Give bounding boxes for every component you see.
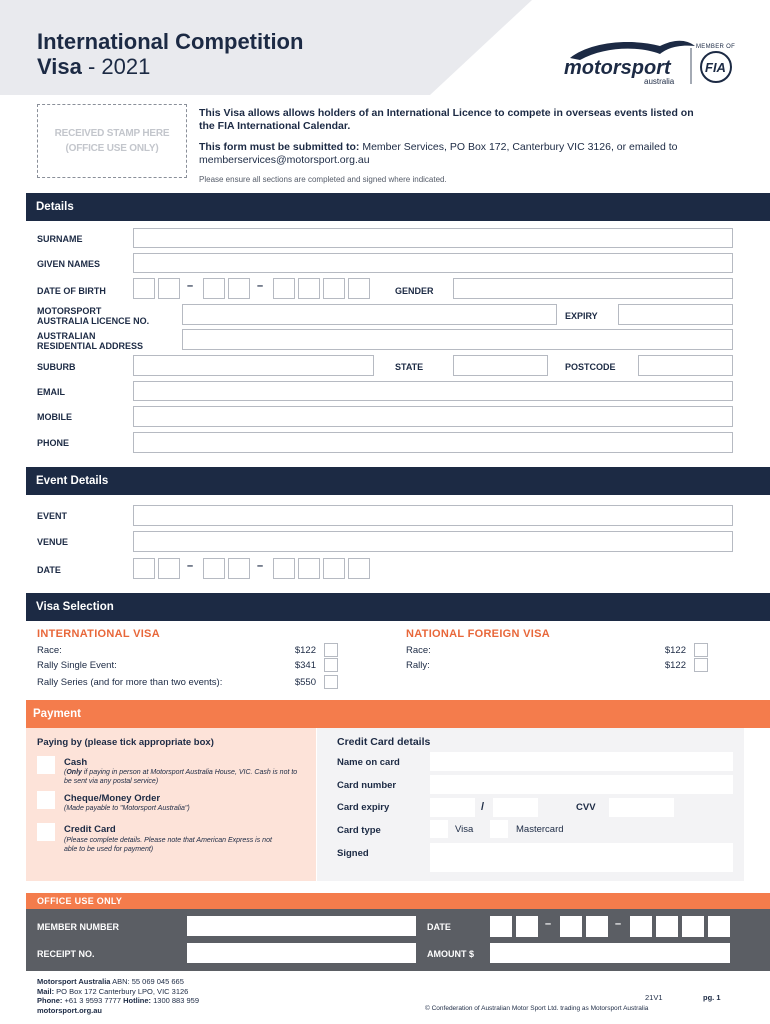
nat-rally-checkbox[interactable] [694, 658, 708, 672]
event-date-day-1[interactable] [133, 558, 155, 579]
footer-copyright: © Confederation of Australian Motor Sport Ltd. trading as Motorsport Australia [425, 1005, 649, 1012]
mobile-label: MOBILE [37, 412, 72, 422]
office-date-label: DATE [427, 922, 451, 932]
footer-website-line [37, 1006, 199, 1016]
gender-label: GENDER [395, 286, 434, 296]
title-visa: Visa [37, 54, 82, 79]
office-date-year-3[interactable] [682, 916, 704, 937]
credit-card-checkbox[interactable] [37, 823, 55, 841]
nat-race-label: Race: [406, 645, 431, 656]
event-date-year-1[interactable] [273, 558, 295, 579]
office-date-day-1[interactable] [490, 916, 512, 937]
form-version-code: 21V1 [645, 993, 663, 1002]
receipt-no-label: RECEIPT NO. [37, 949, 95, 959]
logo-text: motorsport [564, 57, 671, 79]
stamp-line2: (OFFICE USE ONLY) [65, 143, 159, 154]
fia-text: FIA [705, 60, 726, 75]
cheque-label: Cheque/Money Order [64, 793, 161, 804]
dob-year-2[interactable] [298, 278, 320, 299]
office-use-heading: OFFICE USE ONLY [26, 893, 770, 909]
address-label [37, 331, 143, 351]
dob-label: DATE OF BIRTH [37, 286, 106, 296]
signature-field[interactable] [430, 843, 733, 872]
cc-details-heading: Credit Card details [337, 736, 431, 748]
office-date-dash-1: – [545, 918, 552, 930]
mobile-field[interactable] [133, 406, 733, 427]
phone-label: PHONE [37, 438, 70, 448]
event-date-month-2[interactable] [228, 558, 250, 579]
page-number: pg. 1 [703, 993, 721, 1002]
event-date-year-4[interactable] [348, 558, 370, 579]
card-number-field[interactable] [430, 775, 733, 794]
expiry-label: EXPIRY [565, 311, 598, 321]
intl-race-label: Race: [37, 645, 62, 656]
intl-rally-series-price: $550 [294, 677, 316, 688]
received-stamp-area [37, 104, 187, 178]
event-field[interactable] [133, 505, 733, 526]
title-line1: International Competition [37, 29, 304, 54]
venue-field[interactable] [133, 531, 733, 552]
name-on-card-label: Name on card [337, 757, 400, 768]
cvv-label: CVV [576, 802, 596, 813]
expiry-field[interactable] [618, 304, 733, 325]
dob-year-3[interactable] [323, 278, 345, 299]
visa-checkbox[interactable] [430, 820, 448, 838]
office-date-year-2[interactable] [656, 916, 678, 937]
intl-rally-single-label: Rally Single Event: [37, 660, 117, 671]
licence-label-line1: MOTORSPORT [37, 306, 102, 316]
nat-rally-price: $122 [664, 660, 686, 671]
footer-phone-label: Phone: [37, 996, 63, 1005]
nat-rally-label: Rally: [406, 660, 430, 671]
event-date-dash-2: – [257, 560, 264, 572]
footer-mail-line [37, 987, 199, 997]
signed-label: Signed [337, 848, 369, 859]
address-label-line1: AUSTRALIAN [37, 331, 96, 341]
mastercard-checkbox[interactable] [490, 820, 508, 838]
cvv-field[interactable] [609, 798, 674, 817]
section-visa-heading: Visa Selection [26, 593, 770, 621]
footer-hotline: 1300 883 959 [151, 996, 199, 1005]
international-visa-title: INTERNATIONAL VISA [37, 628, 160, 640]
office-date-month-1[interactable] [560, 916, 582, 937]
given-names-field[interactable] [133, 253, 733, 273]
postcode-label: POSTCODE [565, 362, 616, 372]
title-line2 [37, 54, 303, 79]
card-expiry-label: Card expiry [337, 802, 390, 813]
footer-org: Motorsport Australia [37, 977, 111, 986]
office-date-dash-2: – [615, 918, 622, 930]
licence-label [37, 306, 149, 326]
dob-dash-2: – [257, 280, 264, 292]
cash-label: Cash [64, 757, 88, 768]
cash-note-bold: Only [66, 769, 82, 776]
member-of-label: MEMBER OF [696, 44, 736, 50]
office-date-year-1[interactable] [630, 916, 652, 937]
footer-mail-label: Mail: [37, 986, 55, 996]
licence-number-field[interactable] [182, 304, 557, 325]
card-expiry-month-field[interactable] [430, 798, 475, 817]
nat-race-checkbox[interactable] [694, 643, 708, 657]
dob-day-1[interactable] [133, 278, 155, 299]
intl-rally-single-checkbox[interactable] [324, 658, 338, 672]
suburb-label: SUBURB [37, 362, 76, 372]
office-date-year-4[interactable] [708, 916, 730, 937]
office-date-day-2[interactable] [516, 916, 538, 937]
cheque-note: (Made payable to "Motorsport Australia") [64, 805, 190, 812]
intro-submit [199, 141, 699, 167]
card-expiry-slash: / [481, 801, 485, 813]
intro-line1: This Visa allows allows holders of an International Licence to compete in overseas events listed on the FIA International Calendar. [199, 107, 694, 132]
cash-note-rest: if paying in person at Motorsport Australia House, VIC. Cash is not to be sent via any postal service) [64, 769, 298, 785]
card-type-label: Card type [337, 825, 381, 836]
intl-rally-single-price: $341 [294, 660, 316, 671]
amount-label: AMOUNT $ [427, 949, 474, 959]
given-names-label: GIVEN NAMES [37, 259, 101, 269]
footer-hotline-label: Hotline: [123, 996, 152, 1005]
page-title [37, 29, 303, 79]
amount-field[interactable] [490, 943, 730, 963]
intl-rally-series-checkbox[interactable] [324, 675, 338, 689]
cheque-checkbox[interactable] [37, 791, 55, 809]
intro-text [199, 107, 699, 186]
event-date-dash-1: – [187, 560, 194, 572]
email-label: EMAIL [37, 387, 65, 397]
surname-label: SURNAME [37, 234, 83, 244]
section-event-heading: Event Details [26, 467, 770, 495]
footer-mail: PO Box 172 Canterbury LPO, VIC 3126 [54, 986, 189, 996]
title-year: - 2021 [81, 54, 151, 79]
paying-by-label: Paying by (please tick appropriate box) [37, 737, 214, 748]
credit-card-note: (Please complete details. Please note that American Express is not able to be used for payment) [64, 837, 272, 853]
email-field[interactable] [133, 381, 733, 401]
logo-sub: australia [644, 77, 675, 86]
postcode-field[interactable] [638, 355, 733, 376]
footer-abn: ABN: 55 069 045 665 [110, 977, 184, 986]
visa-option-label: Visa [455, 824, 474, 835]
event-date-day-2[interactable] [158, 558, 180, 579]
licence-label-line2: AUSTRALIA LICENCE NO. [37, 316, 150, 326]
stamp-line1: RECEIVED STAMP HERE [54, 128, 170, 139]
receipt-no-field[interactable] [187, 943, 416, 963]
footer-contact [37, 977, 199, 1015]
event-date-year-2[interactable] [298, 558, 320, 579]
state-field[interactable] [453, 355, 548, 376]
dob-month-1[interactable] [203, 278, 225, 299]
intl-rally-series-label: Rally Series (and for more than two events): [37, 677, 223, 688]
dob-month-2[interactable] [228, 278, 250, 299]
cash-note: (Only if paying in person at Motorsport Australia House, VIC. Cash is not to be sent via any postal service) [64, 769, 298, 785]
submit-label: This form must be submitted to: [199, 141, 360, 153]
footer-website[interactable]: motorsport.org.au [37, 1005, 102, 1015]
cash-checkbox[interactable] [37, 756, 55, 774]
surname-field[interactable] [133, 228, 733, 248]
office-date-month-2[interactable] [586, 916, 608, 937]
venue-label: VENUE [37, 537, 69, 547]
gender-field[interactable] [453, 278, 733, 299]
section-details-heading: Details [26, 193, 770, 221]
submit-text: Member Services, PO Box 172, Canterbury VIC 3126, or emailed to memberservices@motorsport.org.au [199, 141, 678, 166]
national-visa-title: NATIONAL FOREIGN VISA [406, 628, 551, 640]
header [0, 0, 770, 95]
event-label: EVENT [37, 511, 68, 521]
member-number-label: MEMBER NUMBER [37, 922, 119, 932]
phone-field[interactable] [133, 432, 733, 453]
state-label: STATE [395, 362, 424, 372]
footer-phone: +61 3 9593 7777 [62, 996, 124, 1005]
credit-card-label: Credit Card [64, 824, 116, 835]
footer-org-line [37, 977, 199, 987]
dob-day-2[interactable] [158, 278, 180, 299]
dob-dash-1: – [187, 280, 194, 292]
nat-race-price: $122 [664, 645, 686, 656]
address-label-line2: RESIDENTIAL ADDRESS [37, 341, 144, 351]
footer-phone-line [37, 996, 199, 1006]
section-payment-heading: Payment [26, 700, 770, 728]
intl-race-checkbox[interactable] [324, 643, 338, 657]
event-date-year-3[interactable] [323, 558, 345, 579]
member-number-field[interactable] [187, 916, 416, 936]
mastercard-option-label: Mastercard [516, 824, 564, 835]
card-expiry-year-field[interactable] [493, 798, 538, 817]
event-date-month-1[interactable] [203, 558, 225, 579]
intl-race-price: $122 [294, 645, 316, 656]
event-date-label: DATE [37, 565, 61, 575]
dob-year-4[interactable] [348, 278, 370, 299]
card-number-label: Card number [337, 780, 397, 791]
intro-note: Please ensure all sections are completed and signed where indicated. [199, 175, 447, 184]
name-on-card-field[interactable] [430, 752, 733, 771]
address-field[interactable] [182, 329, 733, 350]
dob-year-1[interactable] [273, 278, 295, 299]
suburb-field[interactable] [133, 355, 374, 376]
